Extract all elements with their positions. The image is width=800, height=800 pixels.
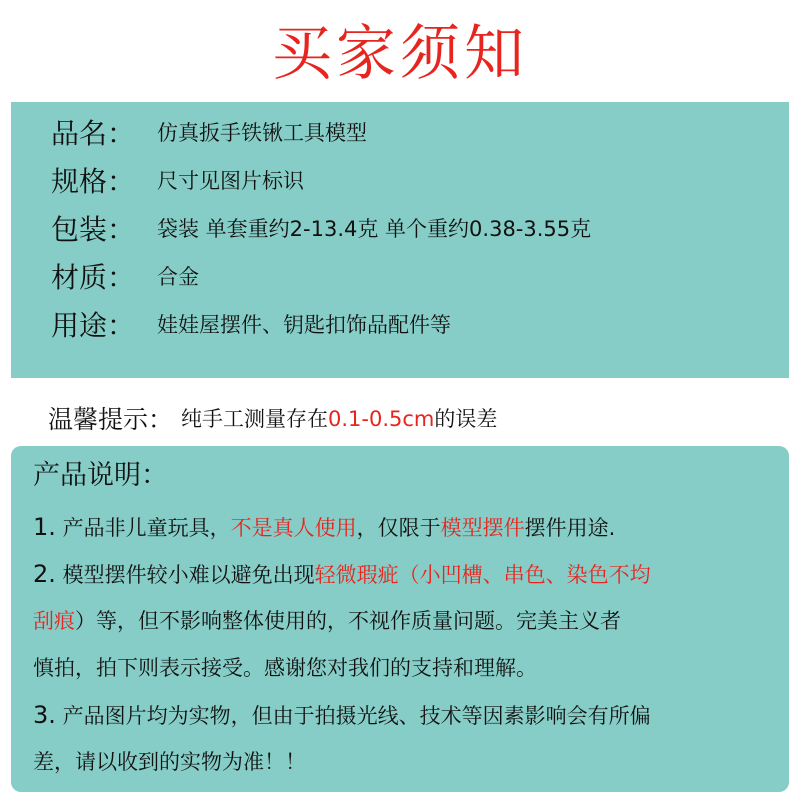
spec-row-usage — [51, 302, 451, 346]
description-title: 产品说明： — [33, 460, 168, 491]
description-item-1 — [33, 502, 615, 552]
spec-value: 尺寸见图片标识 — [157, 169, 304, 193]
spec-value: 仿真扳手铁锹工具模型 — [157, 121, 367, 145]
description-item-3 — [33, 690, 651, 740]
spec-value: 合金 — [157, 265, 199, 289]
item-number: 2. — [33, 560, 56, 588]
item-highlight: 轻微瑕疵（小凹槽、串色、染色不均 — [314, 563, 651, 587]
item-text: 摆件用途. — [524, 516, 616, 540]
item-highlight: 模型摆件 — [440, 516, 525, 540]
description-panel — [11, 446, 789, 792]
spec-label: 包装： — [51, 213, 136, 246]
page-title: 买家须知 — [272, 19, 528, 89]
tip-text-after: 的误差 — [434, 407, 498, 431]
spec-row-material — [51, 254, 199, 298]
spec-label: 品名： — [51, 117, 136, 150]
item-text: 慎拍，拍下则表示接受。感谢您对我们的支持和理解。 — [33, 656, 537, 680]
item-highlight: 不是真人使用 — [230, 516, 357, 540]
spec-row-name — [51, 110, 367, 154]
specs-panel — [11, 102, 789, 378]
tip-text-before: 纯手工测量存在 — [181, 407, 329, 431]
spec-row-packaging — [51, 206, 591, 250]
spec-row-size — [51, 158, 304, 202]
tip-tolerance: 0.1-0.5cm — [328, 407, 435, 431]
description-item-3-cont — [33, 737, 306, 787]
spec-value: 袋装 单套重约2-13.4克 单个重约0.38-3.55克 — [157, 217, 592, 241]
item-text: 差，请以收到的实物为准！！ — [33, 750, 306, 774]
spec-label: 材质： — [51, 261, 136, 294]
spec-value: 娃娃屋摆件、钥匙扣饰品配件等 — [157, 313, 451, 337]
item-highlight: 刮痕 — [33, 609, 75, 633]
item-text: 产品非儿童玩具， — [62, 516, 231, 540]
warm-tip — [48, 398, 497, 438]
spec-label: 用途： — [51, 309, 136, 342]
tip-text — [181, 403, 497, 433]
item-text: ，仅限于 — [356, 516, 441, 540]
spec-label: 规格： — [51, 165, 136, 198]
item-text: 模型摆件较小难以避免出现 — [62, 563, 315, 587]
item-number: 1. — [33, 513, 56, 541]
item-text: ）等，但不影响整体使用的，不视作质量问题。完美主义者 — [75, 609, 621, 633]
item-text: 产品图片均为实物，但由于拍摄光线、技术等因素影响会有所偏 — [62, 704, 651, 728]
description-item-2-cont — [33, 596, 621, 646]
description-item-2-cont — [33, 643, 537, 693]
item-number: 3. — [33, 701, 56, 729]
description-item-2 — [33, 549, 651, 599]
tip-label: 温馨提示： — [48, 405, 174, 434]
